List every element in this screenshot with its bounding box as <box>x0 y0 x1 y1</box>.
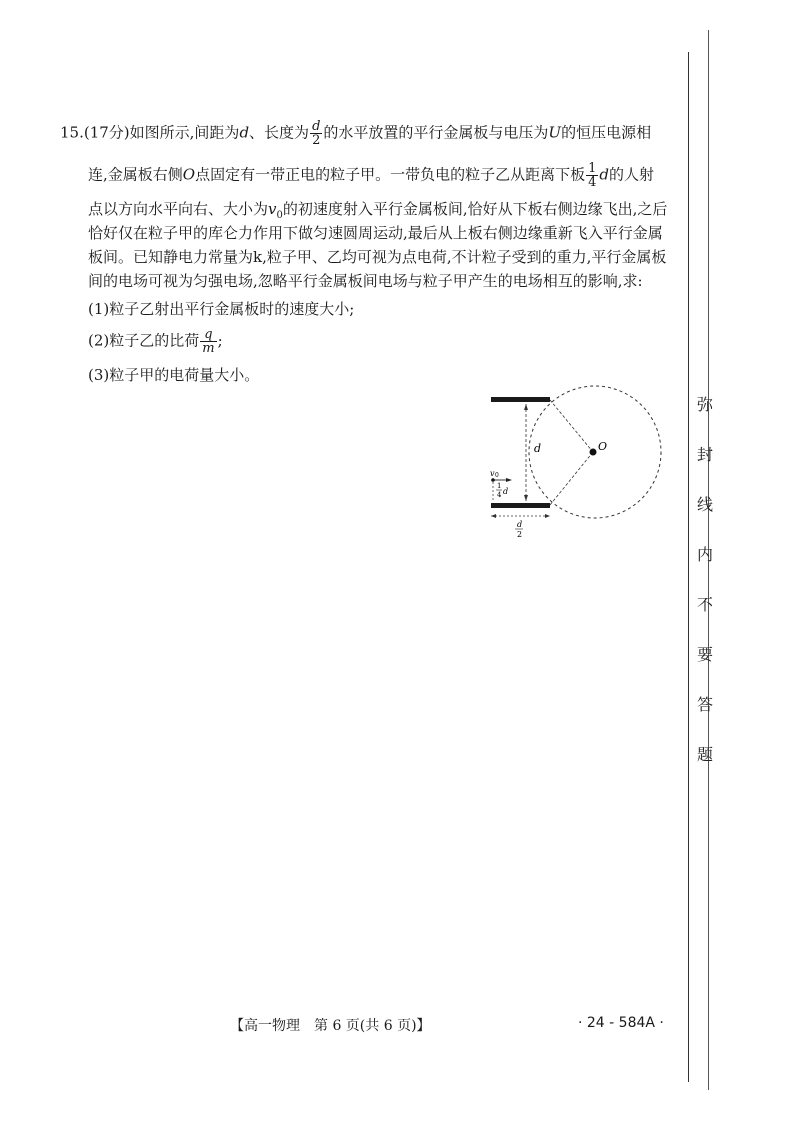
label-quarter-var: d <box>503 487 509 496</box>
seal-char: 不 <box>696 595 713 614</box>
seal-char: 答 <box>696 695 713 714</box>
seal-char: 封 <box>696 445 713 464</box>
arrow-left <box>491 514 496 518</box>
exam-code: · 24 - 584A · <box>578 1015 664 1031</box>
text: 的初速度射入平行金属板间,恰好从下板右侧边缘飞出,之后 <box>282 200 668 218</box>
arrow-down <box>524 495 528 501</box>
text: 点固定有一带正电的粒子甲。一带负电的粒子乙从距离下板 <box>195 165 586 184</box>
velocity-arrow-head <box>506 478 512 482</box>
label-half-den: 2 <box>517 530 523 539</box>
seal-line-text <box>690 380 720 780</box>
fraction-1-over-4 <box>586 162 598 189</box>
var-d: d <box>239 123 250 142</box>
frac-num: q <box>200 328 216 342</box>
problem-line-2 <box>88 162 654 189</box>
problem-line-4: 恰好仅在粒子甲的库仑力作用下做匀速圆周运动,最后从上板右侧边缘重新飞入平行金属 <box>88 224 663 242</box>
arrow-right <box>545 514 550 518</box>
seal-char: 要 <box>696 645 713 664</box>
problem-figure <box>484 380 674 550</box>
frac-den: 2 <box>312 133 321 148</box>
arrow-up <box>524 404 528 410</box>
label-d: d <box>534 442 542 455</box>
lower-plate <box>491 503 550 508</box>
text: 、长度为 <box>249 123 310 142</box>
page-footer: 【高一物理 第 6 页(共 6 页)】 <box>230 1018 431 1034</box>
var-O: O <box>182 165 196 184</box>
problem-score: (17分) <box>83 123 130 142</box>
problem-line-5: 板间。已知静电力常量为k,粒子甲、乙均可视为点电荷,不计粒子受到的重力,平行金属板 <box>88 248 667 266</box>
label-quarter-num: 1 <box>497 482 502 490</box>
seal-char: 内 <box>696 545 713 564</box>
fraction-q-over-m <box>200 328 216 355</box>
question-1: (1)粒子乙射出平行金属板时的速度大小; <box>88 300 355 318</box>
seal-char: 弥 <box>696 395 713 414</box>
text: 连,金属板右侧 <box>88 165 183 184</box>
label-v0-sub: 0 <box>495 472 499 479</box>
text: (2)粒子乙的比荷 <box>88 331 200 350</box>
frac-den: m <box>202 341 215 356</box>
upper-plate <box>491 397 550 402</box>
subscript-0: 0 <box>276 210 283 221</box>
binding-line-left <box>688 52 689 1082</box>
seal-char: 线 <box>696 495 713 514</box>
question-3: (3)粒子甲的电荷量大小。 <box>88 366 260 384</box>
problem-line-1 <box>60 120 651 147</box>
radius-to-lower <box>550 452 593 505</box>
seal-char: 题 <box>696 745 713 764</box>
text: 的人射 <box>609 165 655 184</box>
frac-den: 4 <box>588 175 597 190</box>
label-half-num: d <box>517 520 523 529</box>
text: 点以方向水平向右、大小为 <box>88 200 269 218</box>
label-v: v <box>490 469 495 478</box>
problem-line-6: 间的电场可视为匀强电场,忽略平行金属板间电场与粒子甲产生的电场相互的影响,求: <box>88 272 643 290</box>
var-U: U <box>548 123 562 142</box>
text: 的恒压电源相 <box>561 123 652 142</box>
text: 如图所示,间距为 <box>129 123 240 142</box>
radius-to-upper <box>550 400 593 452</box>
var-v: v <box>268 200 277 218</box>
label-quarter-den: 4 <box>497 491 502 499</box>
frac-num: d <box>312 119 321 134</box>
fraction-d-over-2 <box>310 120 322 147</box>
frac-num: 1 <box>588 161 597 176</box>
charge-O-dot <box>590 449 597 456</box>
text: ; <box>217 331 223 350</box>
var-d: d <box>599 165 609 184</box>
problem-number: 15. <box>60 123 84 142</box>
question-2 <box>88 328 223 355</box>
text: 的水平放置的平行金属板与电压为 <box>323 123 549 142</box>
label-O: O <box>598 440 608 453</box>
